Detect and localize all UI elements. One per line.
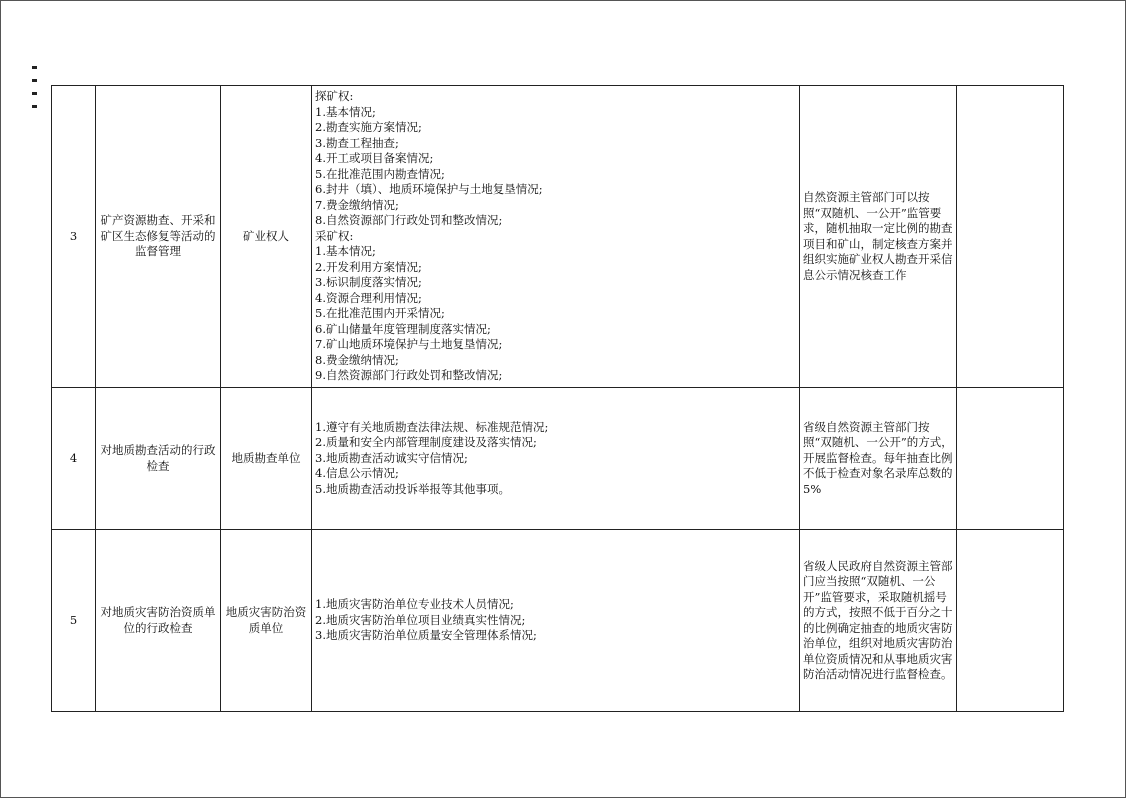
inspection-method: 自然资源主管部门可以按照“双随机、一公开”监管要求，随机抽取一定比例的勘查项目和矿山，制定核查方案并组织实施矿业权人勘查开采信息公示情况核查工作: [800, 86, 957, 388]
content-line: 采矿权:: [315, 228, 354, 243]
inspection-method: 省级自然资源主管部门按照“双随机、一公开”的方式，开展监督检查。每年抽查比例不低于检查对象名录库总数的5%: [800, 388, 957, 530]
content-line: 9.自然资源部门行政处罚和整改情况;: [315, 368, 503, 383]
content-line: 2.地质灾害防治单位项目业绩真实性情况;: [315, 612, 526, 627]
inspection-subject: 地质勘查单位: [221, 388, 312, 530]
remark-cell: [957, 388, 1064, 530]
remark-cell: [957, 530, 1064, 712]
content-line: 3.地质灾害防治单位质量安全管理体系情况;: [315, 628, 537, 643]
content-line: 5.在批准范围内勘查情况;: [315, 166, 445, 181]
binding-marks: [28, 66, 42, 126]
content-line: 8.自然资源部门行政处罚和整改情况;: [315, 213, 503, 228]
content-line: 4.开工或项目备案情况;: [315, 151, 434, 166]
table-row: [52, 388, 1064, 530]
inspection-content: [312, 530, 800, 712]
row-number: 3: [52, 86, 96, 388]
content-line: 7.费金缴纳情况;: [315, 197, 399, 212]
content-line: 5.在批准范围内开采情况;: [315, 306, 445, 321]
inspection-table: [51, 85, 1064, 712]
content-line: 6.矿山储量年度管理制度落实情况;: [315, 321, 491, 336]
content-line: 探矿权:: [315, 89, 354, 104]
inspection-method: 省级人民政府自然资源主管部门应当按照“双随机、一公开”监管要求，采取随机摇号的方式，按照不低于百分之十的比例确定抽查的地质灾害防治单位，组织对地质灾害防治单位资质情况和从事地质灾害防治活动情况进行监督检查。: [800, 530, 957, 712]
row-number: 4: [52, 388, 96, 530]
row-number: 5: [52, 530, 96, 712]
remark-cell: [957, 86, 1064, 388]
inspection-subject: 矿业权人: [221, 86, 312, 388]
content-line: 2.开发利用方案情况;: [315, 259, 422, 274]
content-line: 5.地质勘查活动投诉举报等其他事项。: [315, 481, 510, 496]
content-line: 1.遵守有关地质勘查法律法规、标准规范情况;: [315, 419, 549, 434]
content-line: 4.资源合理利用情况;: [315, 290, 422, 305]
content-line: 2.质量和安全内部管理制度建设及落实情况;: [315, 435, 537, 450]
content-line: 3.地质勘查活动诚实守信情况;: [315, 450, 468, 465]
content-line: 7.矿山地质环境保护与土地复垦情况;: [315, 337, 503, 352]
content-line: 2.勘查实施方案情况;: [315, 120, 422, 135]
content-line: 8.费金缴纳情况;: [315, 352, 399, 367]
content-line: 1.地质灾害防治单位专业技术人员情况;: [315, 597, 514, 612]
table-row: [52, 86, 1064, 388]
content-line: 4.信息公示情况;: [315, 466, 399, 481]
content-line: 3.标识制度落实情况;: [315, 275, 422, 290]
inspection-item: 对地质灾害防治资质单位的行政检查: [96, 530, 221, 712]
inspection-content: [312, 86, 800, 388]
table-row: [52, 530, 1064, 712]
content-line: 6.封井（填）、地质环境保护与土地复垦情况;: [315, 182, 543, 197]
inspection-subject: 地质灾害防治资质单位: [221, 530, 312, 712]
inspection-content: [312, 388, 800, 530]
content-line: 1.基本情况;: [315, 244, 376, 259]
content-line: 3.勘查工程抽查;: [315, 135, 399, 150]
inspection-item: 矿产资源勘查、开采和矿区生态修复等活动的监督管理: [96, 86, 221, 388]
content-line: 1.基本情况;: [315, 104, 376, 119]
inspection-item: 对地质勘查活动的行政检查: [96, 388, 221, 530]
